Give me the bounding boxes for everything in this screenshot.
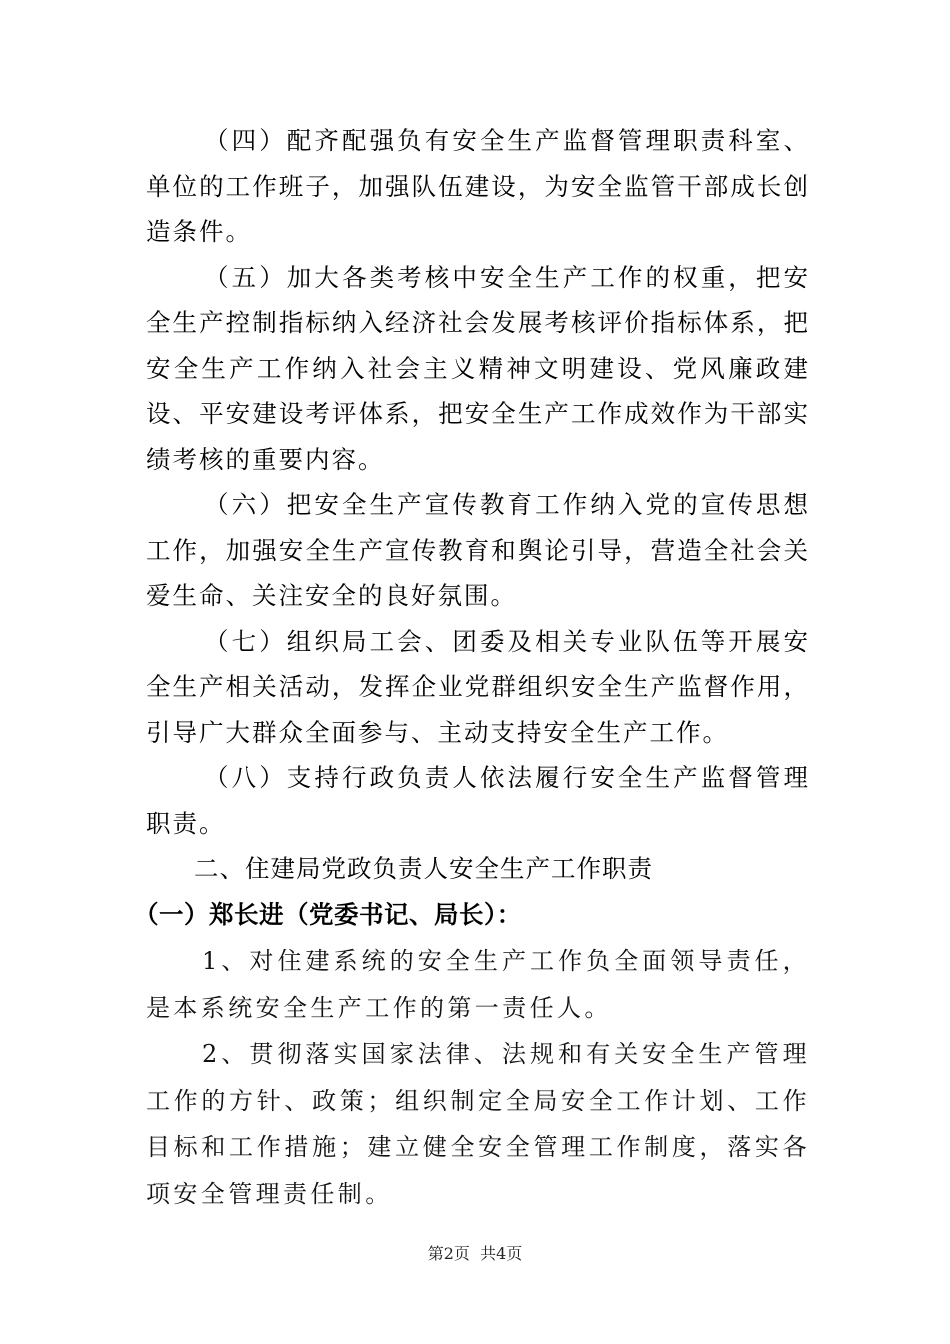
paragraph-6: （六）把安全生产宣传教育工作纳入党的宣传思想工作，加强安全生产宣传教育和舆论引导，营造全社会关爱生命、关注安全的良好氛围。 <box>146 490 810 610</box>
paragraph-4: （四）配齐配强负有安全生产监督管理职责科室、单位的工作班子，加强队伍建设，为安全监管干部成长创造条件。 <box>146 126 810 246</box>
section-heading: 二、住建局党政负责人安全生产工作职责 <box>194 854 653 883</box>
paragraph-5: （五）加大各类考核中安全生产工作的权重，把安全生产控制指标纳入经济社会发展考核评价指标体系，把安全生产工作纳入社会主义精神文明建设、党风廉政建设、平安建设考评体系，把安全生产工作成效作为干部实绩考核的重要内容。 <box>146 262 810 474</box>
paragraph-7: （七）组织局工会、团委及相关专业队伍等开展安全生产相关活动，发挥企业党群组织安全生产监督作用，引导广大群众全面参与、主动支持安全生产工作。 <box>146 626 810 747</box>
page-number-footer: 第2页 共4页 <box>427 1244 523 1263</box>
sub-heading: （一）郑长进（党委书记、局长）： <box>134 900 522 929</box>
list-item: 2、贯彻落实国家法律、法规和有关安全生产管理工作的方针、政策；组织制定全局安全工作计划、工作目标和工作措施；建立健全安全管理工作制度，落实各项安全管理责任制。 <box>146 1040 810 1208</box>
list-item: 1、对住建系统的安全生产工作负全面领导责任，是本系统安全生产工作的第一责任人。 <box>146 947 810 1022</box>
document-body <box>134 118 810 1217</box>
paragraph-8: （八）支持行政负责人依法履行安全生产监督管理职责。 <box>146 763 810 838</box>
